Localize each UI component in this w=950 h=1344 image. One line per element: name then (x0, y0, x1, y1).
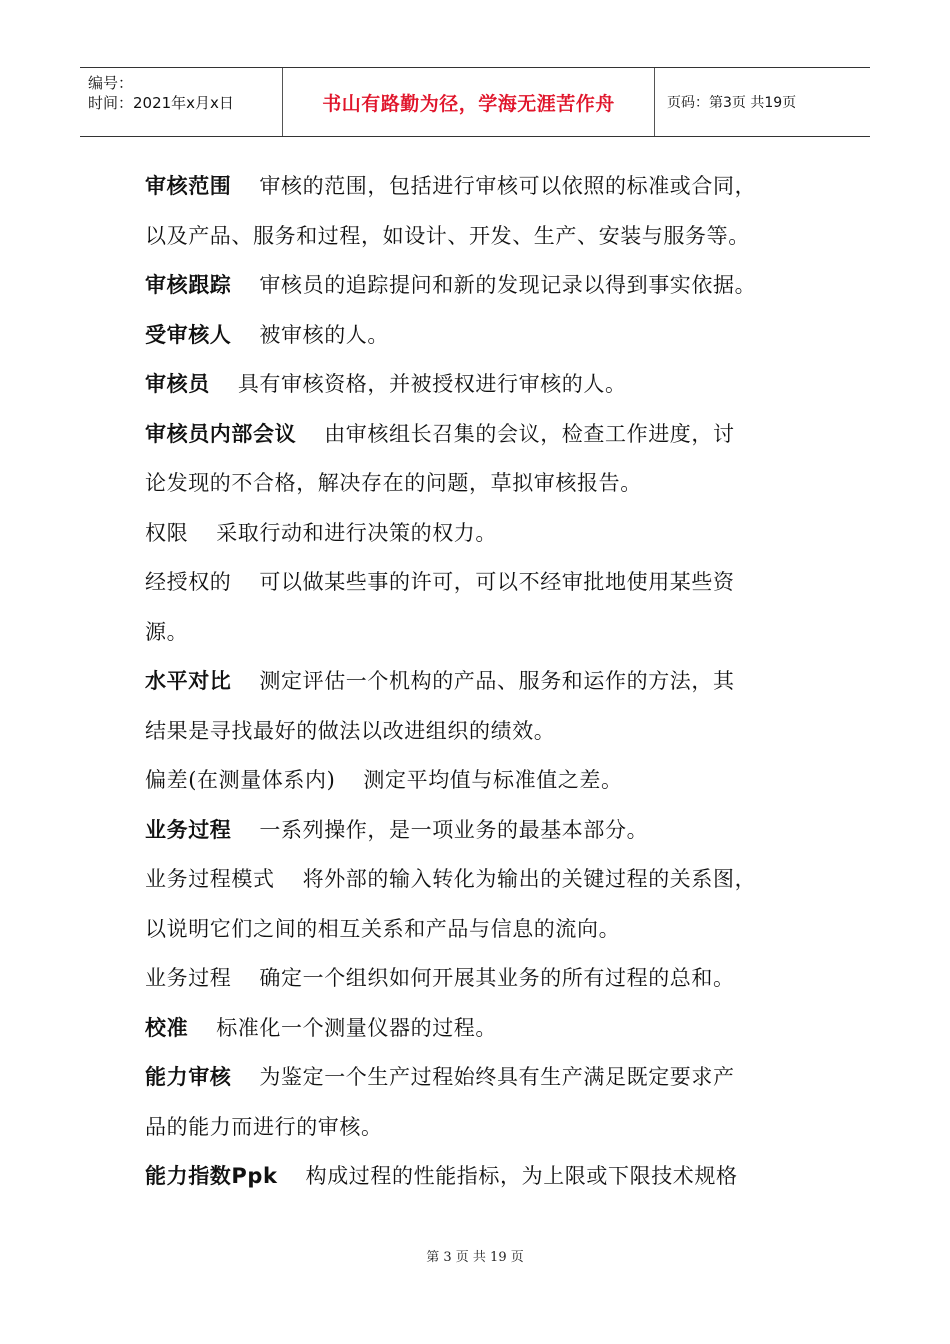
entry-definition: 被审核的人。 (259, 322, 390, 347)
entry-term: 经授权的 (145, 570, 232, 594)
entry-definition: 为鉴定一个生产过程始终具有生产满足既定要求产 (259, 1065, 735, 1089)
entry-definition: 可以做某些事的许可，可以不经审批地使用某些资 (259, 570, 735, 594)
entry-line (145, 558, 825, 608)
glossary-entry (145, 657, 825, 756)
entry-definition: 源。 (145, 619, 189, 644)
entry-line (145, 954, 825, 1004)
glossary-entry (145, 756, 825, 806)
header-motto-cell (283, 68, 655, 136)
motto-text: 书山有路勤为径，学海无涯苦作舟 (322, 92, 615, 115)
entry-term: 业务过程 (145, 817, 232, 842)
glossary-body (145, 162, 825, 1202)
glossary-entry (145, 855, 825, 954)
entry-definition: 测定平均值与标准值之差。 (363, 768, 623, 792)
entry-line (145, 855, 825, 905)
entry-line (145, 311, 825, 361)
entry-definition: 标准化一个测量仪器的过程。 (216, 1015, 498, 1040)
page-header (80, 67, 870, 137)
glossary-entry (145, 954, 825, 1004)
entry-definition: 确定一个组织如何开展其业务的所有过程的总和。 (259, 966, 735, 990)
entry-line (145, 212, 825, 262)
glossary-entry (145, 558, 825, 657)
glossary-entry (145, 311, 825, 361)
entry-definition: 构成过程的性能指标，为上限或下限技术规格 (305, 1164, 738, 1188)
entry-term: 业务过程 (145, 966, 232, 990)
page-footer: 第 3 页 共 19 页 (426, 1250, 524, 1265)
page-info: 页码：第3页 共19页 (667, 95, 797, 111)
entry-line (145, 657, 825, 707)
entry-line (145, 608, 825, 658)
entry-definition: 将外部的输入转化为输出的关键过程的关系图， (302, 867, 757, 891)
entry-term: 校准 (145, 1015, 189, 1040)
entry-line (145, 1004, 825, 1054)
entry-line (145, 756, 825, 806)
entry-line (145, 410, 825, 460)
header-meta-cell (80, 68, 283, 136)
entry-line (145, 707, 825, 757)
entry-definition: 审核的范围，包括进行审核可以依照的标准或合同， (259, 174, 757, 198)
entry-term: 水平对比 (145, 669, 232, 693)
glossary-entry (145, 1152, 825, 1202)
entry-definition: 品的能力而进行的审核。 (145, 1114, 383, 1139)
entry-term: 业务过程模式 (145, 867, 275, 891)
entry-line (145, 509, 825, 559)
entry-term: 受审核人 (145, 322, 232, 347)
time-label: 时间：2021年x月x日 (88, 94, 234, 112)
entry-line (145, 806, 825, 856)
glossary-entry (145, 410, 825, 509)
glossary-entry (145, 1053, 825, 1152)
entry-term: 能力指数Ppk (145, 1164, 278, 1188)
entry-line (145, 459, 825, 509)
entry-definition: 一系列操作，是一项业务的最基本部分。 (259, 817, 649, 842)
entry-definition: 审核员的追踪提问和新的发现记录以得到事实依据。 (259, 273, 757, 297)
header-page-cell (655, 68, 870, 136)
entry-term: 审核跟踪 (145, 273, 232, 297)
entry-line (145, 1103, 825, 1153)
entry-definition: 测定评估一个机构的产品、服务和运作的方法，其 (259, 669, 735, 693)
entry-definition: 具有审核资格，并被授权进行审核的人。 (237, 372, 627, 396)
entry-definition: 以说明它们之间的相互关系和产品与信息的流向。 (145, 916, 621, 941)
entry-line (145, 162, 825, 212)
glossary-entry (145, 1004, 825, 1054)
entry-definition: 结果是寻找最好的做法以改进组织的绩效。 (145, 718, 556, 743)
entry-line (145, 360, 825, 410)
number-label: 编号： (88, 74, 134, 92)
entry-line (145, 905, 825, 955)
glossary-entry (145, 162, 825, 261)
glossary-entry (145, 509, 825, 559)
glossary-entry (145, 261, 825, 311)
entry-line (145, 1053, 825, 1103)
entry-line (145, 261, 825, 311)
entry-line (145, 1152, 825, 1202)
entry-definition: 以及产品、服务和过程，如设计、开发、生产、安装与服务等。 (145, 223, 750, 248)
entry-term: 审核员 (145, 372, 210, 396)
entry-term: 权限 (145, 520, 189, 545)
entry-definition: 由审核组长召集的会议，检查工作进度，讨 (324, 421, 735, 446)
glossary-entry (145, 806, 825, 856)
entry-term: 审核范围 (145, 174, 232, 198)
entry-term: 偏差(在测量体系内) (145, 768, 336, 792)
entry-definition: 论发现的不合格，解决存在的问题，草拟审核报告。 (145, 471, 642, 495)
entry-term: 审核员内部会议 (145, 421, 297, 446)
glossary-entry (145, 360, 825, 410)
entry-term: 能力审核 (145, 1065, 232, 1089)
entry-definition: 采取行动和进行决策的权力。 (216, 520, 498, 545)
